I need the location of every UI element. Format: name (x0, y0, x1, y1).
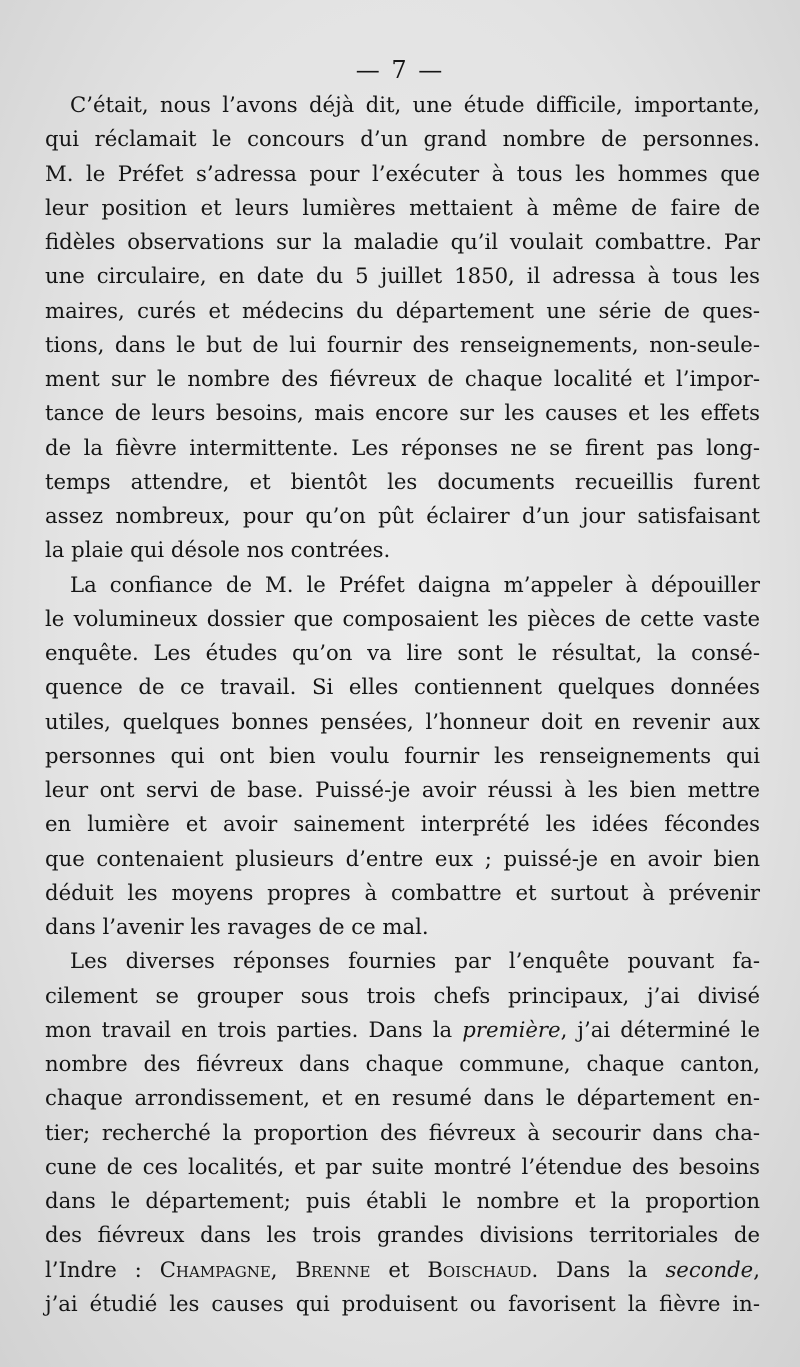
body-text (45, 88, 760, 1321)
region-name: Champagne (159, 1256, 271, 1282)
text-segment: , j’ai déterminé le (560, 1016, 760, 1042)
text-line: utiles, quelques bonnes pensées, l’honneur doit en revenir aux (45, 708, 760, 734)
text-line: quence de ce travail. Si elles contiennent quelques données (45, 674, 760, 700)
text-line: de la fièvre intermittente. Les réponses ne se firent pas long- (45, 434, 760, 460)
region-name: Boischaud (427, 1256, 532, 1282)
text-segment: , (270, 1256, 296, 1282)
text-line: nombre des fiévreux dans chaque commune, chaque canton, (45, 1051, 760, 1076)
text-line: le volumineux dossier que composaient les pièces de cette vaste (45, 605, 760, 631)
text-line: assez nombreux, pour qu’on pût éclairer d’un jour satisfaisant (45, 503, 760, 528)
text-line: chaque arrondissement, et en resumé dans le département en- (45, 1085, 760, 1111)
text-line: qui réclamait le concours d’un grand nombre de personnes. (45, 126, 760, 152)
text-line: maires, curés et médecins du département une série de ques- (45, 297, 760, 323)
text-line: tance de leurs besoins, mais encore sur les causes et les effets (45, 400, 760, 426)
text-segment: . Dans la (531, 1256, 666, 1282)
paragraph-1 (45, 88, 760, 568)
text-line: fidèles observations sur la maladie qu’il voulait combattre. Par (45, 229, 760, 254)
text-segment: , (753, 1256, 760, 1282)
text-line: que contenaient plusieurs d’entre eux ; puissé-je en avoir bien (45, 845, 760, 871)
text-line: personnes qui ont bien voulu fournir les renseignements qui (45, 742, 760, 768)
text-segment: et (370, 1256, 428, 1282)
text-line: en lumière et avoir sainement interprété les idées fécondes (45, 811, 760, 837)
text-line: tier; recherché la proportion des fiévreux à secourir dans cha- (45, 1119, 760, 1145)
text-line: Les diverses réponses fournies par l’enquête pouvant fa- (70, 948, 760, 974)
text-line: cune de ces localités, et par suite montré l’étendue des besoins (45, 1153, 760, 1179)
text-line: La confiance de M. le Préfet daigna m’appeler à dépouiller (70, 571, 760, 597)
text-line: la plaie qui désole nos contrées. (45, 537, 391, 563)
text-line (45, 1013, 760, 1047)
text-segment: l’Indre : (45, 1256, 160, 1282)
region-name: Brenne (295, 1256, 371, 1282)
text-line (45, 1253, 760, 1287)
italic-term: seconde (665, 1256, 754, 1282)
text-segment: mon travail en trois parties. Dans la (45, 1016, 463, 1042)
text-line: temps attendre, et bientôt les documents recueillis furent (45, 468, 760, 494)
text-line: des fiévreux dans les trois grandes divisions territoriales de (45, 1222, 760, 1248)
text-line: M. le Préfet s’adressa pour l’exécuter à tous les hommes que (45, 160, 760, 186)
paragraph-3 (45, 944, 760, 1321)
text-line: déduit les moyens propres à combattre et surtout à prévenir (45, 879, 760, 905)
text-line: leur position et leurs lumières mettaient à même de faire de (45, 194, 760, 220)
text-line: C’était, nous l’avons déjà dit, une étude difficile, importante, (70, 92, 760, 117)
paragraph-2 (45, 568, 760, 945)
text-line: dans l’avenir les ravages de ce mal. (45, 914, 429, 939)
text-line: une circulaire, en date du 5 juillet 1850, il adressa à tous les (45, 263, 760, 289)
text-line: enquête. Les études qu’on va lire sont le résultat, la consé- (45, 640, 760, 665)
text-line: j’ai étudié les causes qui produisent ou favorisent la fièvre in- (45, 1290, 760, 1316)
text-line: ment sur le nombre des fiévreux de chaque localité et l’impor- (45, 366, 760, 391)
italic-term: première (462, 1016, 561, 1042)
text-line: dans le département; puis établi le nombre et la proportion (45, 1188, 760, 1213)
text-line: cilement se grouper sous trois chefs principaux, j’ai divisé (45, 982, 760, 1008)
page-number: — 7 — (355, 56, 445, 84)
text-line: leur ont servi de base. Puissé-je avoir réussi à les bien mettre (45, 777, 760, 802)
text-line: tions, dans le but de lui fournir des renseignements, non-seule- (45, 331, 760, 357)
